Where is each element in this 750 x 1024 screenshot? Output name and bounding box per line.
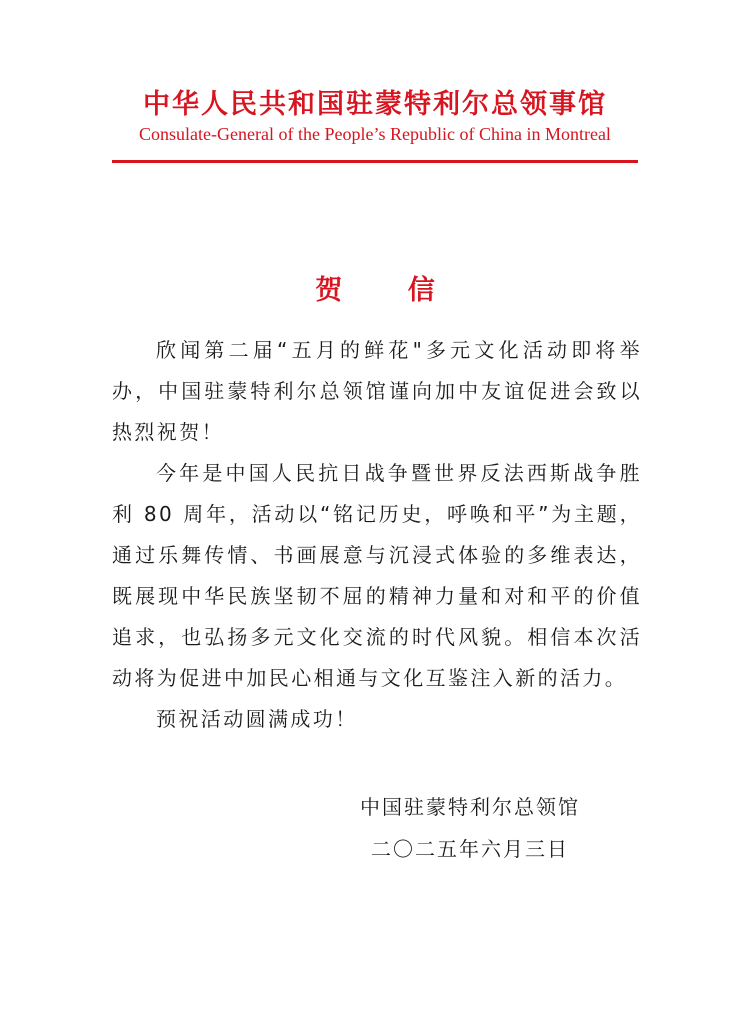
issue-date: 二〇二五年六月三日 bbox=[371, 837, 569, 861]
closing-wish: 预祝活动圆满成功！ bbox=[156, 707, 358, 731]
letter-title: 贺 信 bbox=[315, 275, 463, 307]
main-paragraph: 今年是中国人民抗日战争暨世界反法西斯战争胜利 80 周年，活动以“铭记历史，呼唤和平”为主题，通过乐舞传情、书画展意与沉浸式体验的多维表达，既展现中华民族坚韧不屈的精神力量和对和平的价值追求，也弘扬多元文化交流的时代风貌。相信本次活动将为促进中加民心相通与文化互鉴注入新的活力。 bbox=[112, 461, 642, 690]
letter-body bbox=[112, 330, 642, 740]
consulate-name-chinese: 中华人民共和国驻蒙特利尔总领事馆 bbox=[143, 89, 607, 120]
opening-paragraph: 欣闻第二届“五月的鲜花"多元文化活动即将举办，中国驻蒙特利尔总领馆谨向加中友谊促进会致以热烈祝贺！ bbox=[112, 338, 642, 444]
issuer-name: 中国驻蒙特利尔总领馆 bbox=[360, 795, 580, 819]
signature-block bbox=[340, 786, 600, 870]
letterhead-divider bbox=[112, 160, 638, 163]
consulate-name-english: Consulate-General of the People’s Republic of China in Montreal bbox=[139, 124, 611, 144]
